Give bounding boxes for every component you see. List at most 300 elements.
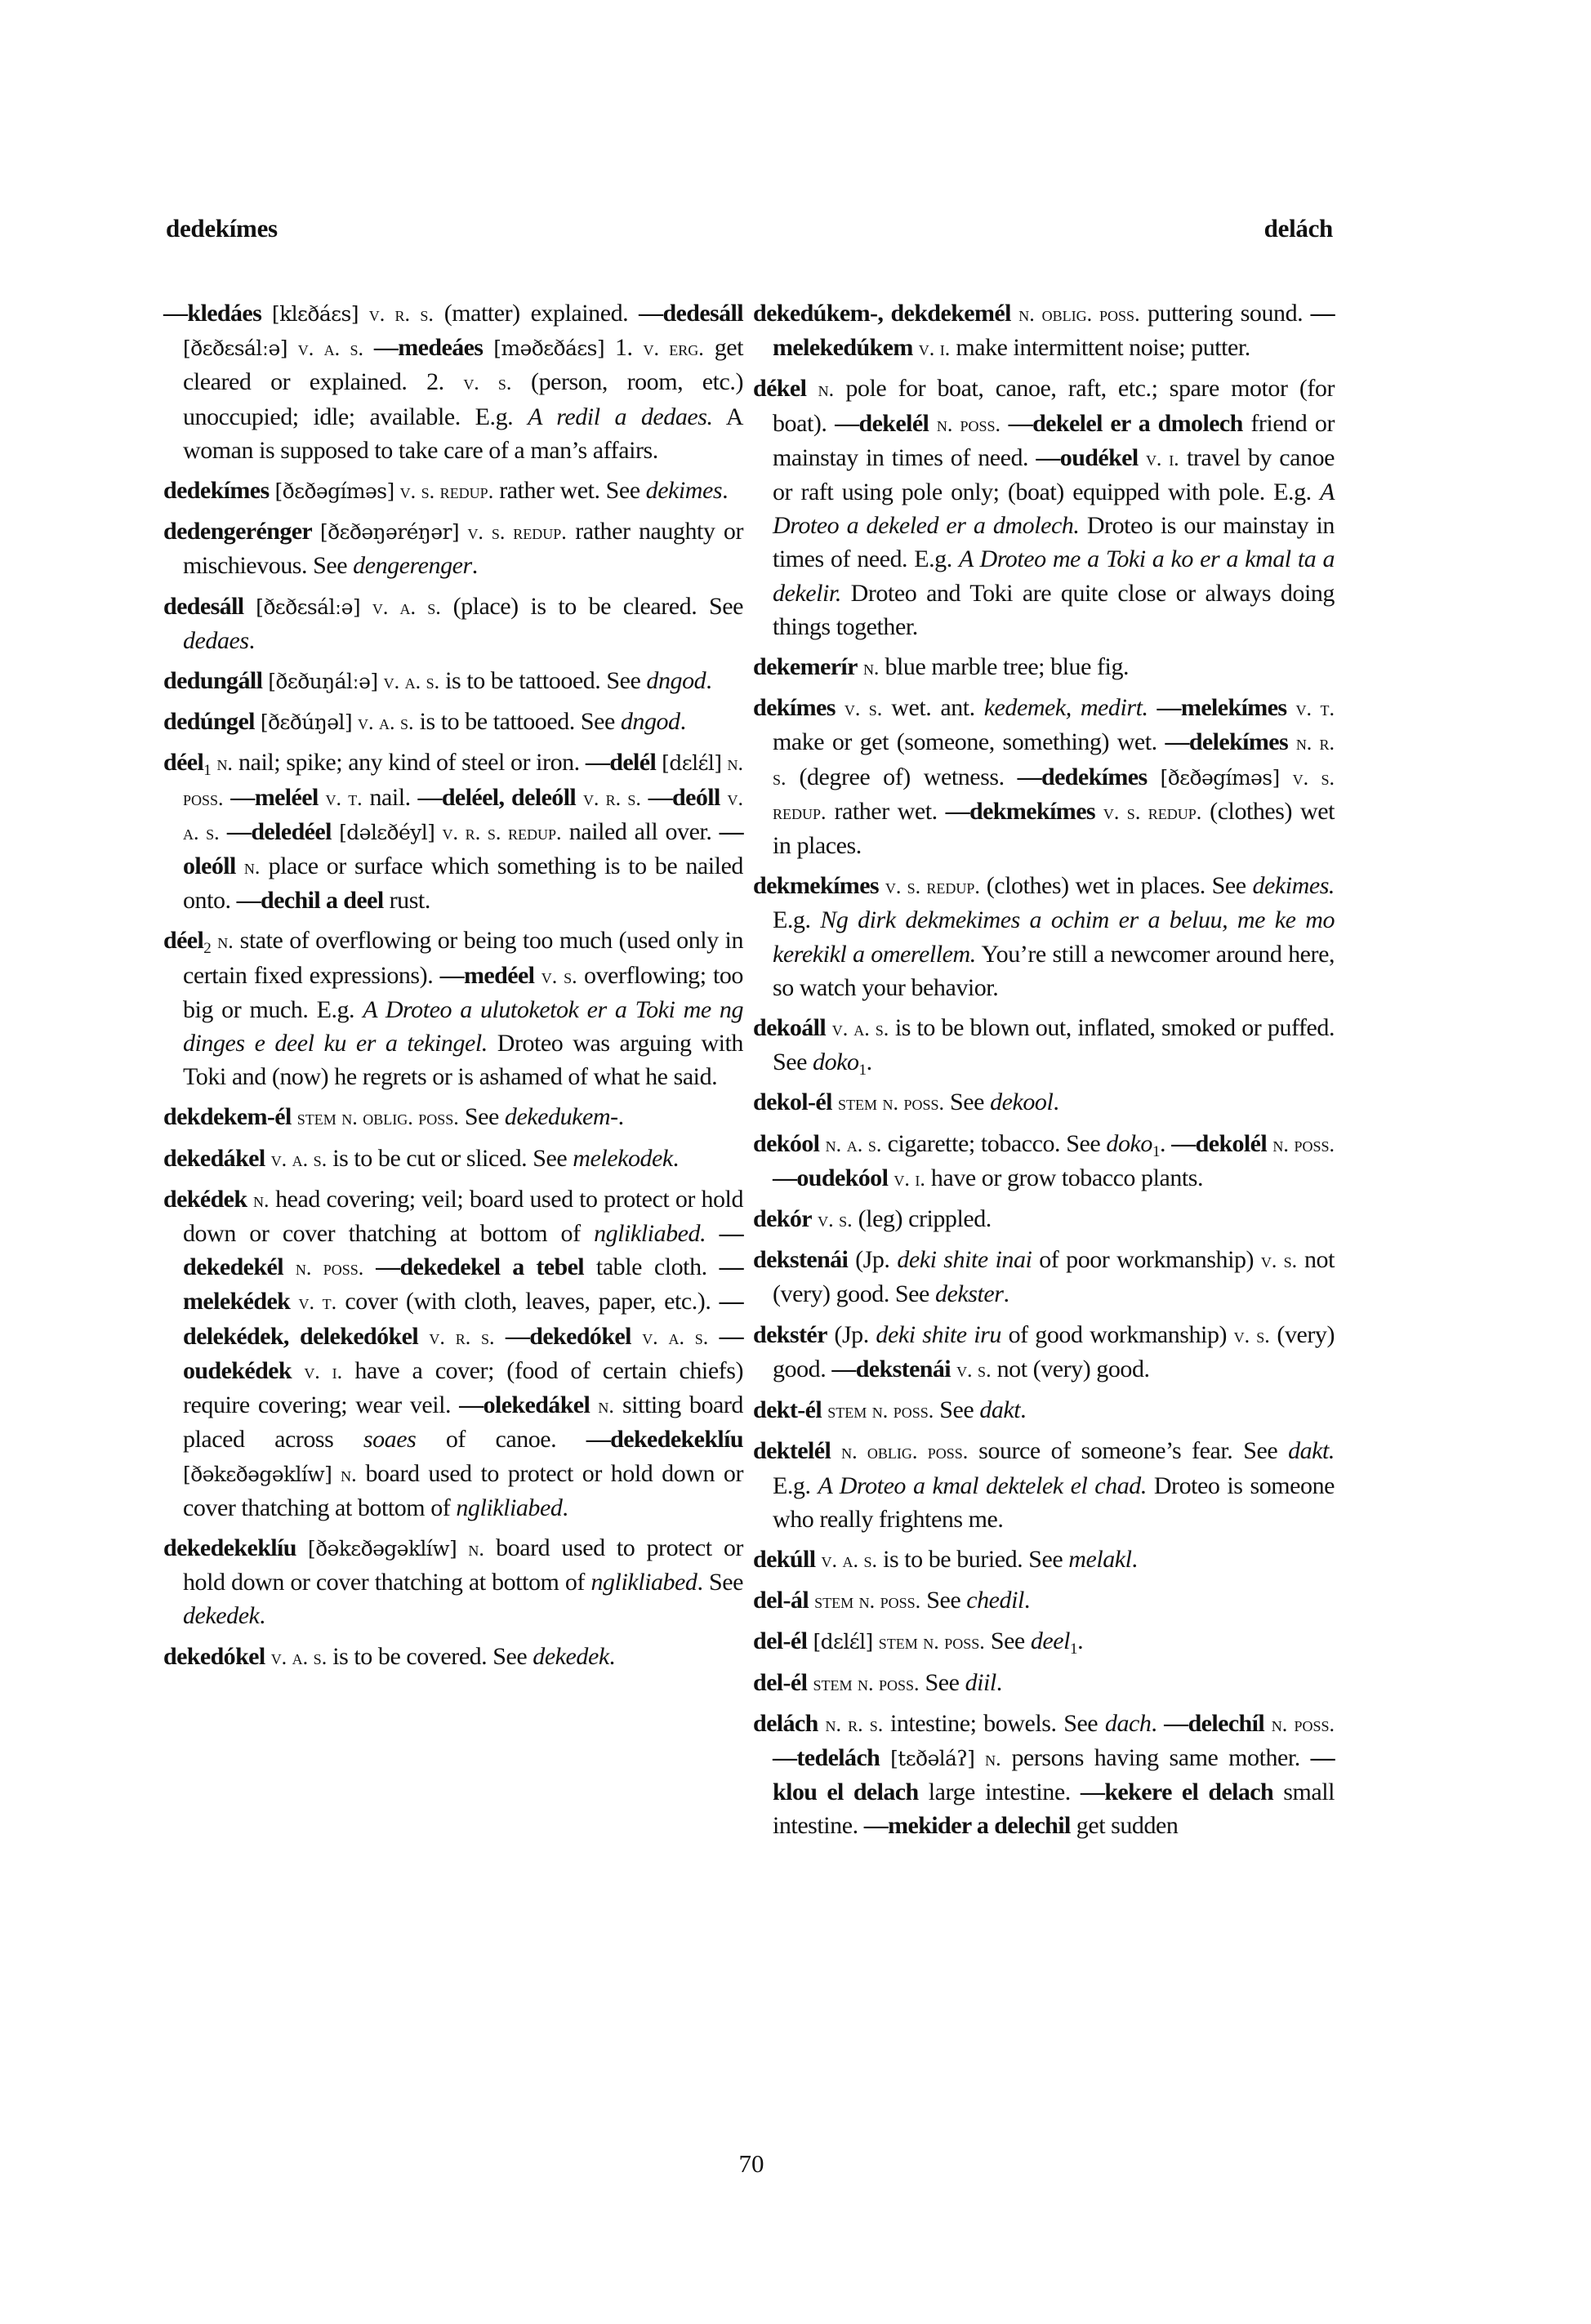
grammar-label: v. t. bbox=[298, 1290, 337, 1315]
dictionary-entry bbox=[753, 1543, 1335, 1577]
definition-text: source of someone’s fear. See bbox=[968, 1437, 1289, 1465]
dictionary-entry bbox=[753, 1434, 1335, 1536]
definition-text: is to be cut or sliced. See bbox=[327, 1144, 573, 1172]
homonym-index: 2 bbox=[203, 940, 212, 958]
italic-text: nglikliabed bbox=[456, 1494, 563, 1521]
definition-text: is to be tattooed. See bbox=[413, 708, 621, 736]
pronunciation: [məðɛðáɛs] bbox=[493, 336, 605, 361]
definition-text: . bbox=[1077, 1627, 1084, 1655]
grammar-label: stem n. oblig. poss. bbox=[296, 1106, 459, 1130]
grammar-label: v. s. redup. bbox=[773, 765, 1335, 824]
dictionary-entry bbox=[163, 474, 743, 508]
headword: delách bbox=[753, 1709, 818, 1737]
italic-text: A redil a dedaes. bbox=[528, 403, 713, 430]
headword: —mekider a delechil bbox=[863, 1812, 1071, 1840]
grammar-label: v. erg. bbox=[643, 336, 704, 361]
definition-text bbox=[826, 1014, 832, 1041]
headword: —dechil a deel bbox=[236, 887, 384, 915]
definition-text: Droteo and Toki are quite close or always doing things together. bbox=[773, 579, 1335, 640]
headword: del-él bbox=[753, 1627, 808, 1655]
headword: dekol-él bbox=[753, 1089, 832, 1116]
definition-text bbox=[951, 1356, 956, 1382]
grammar-label: v. a. s. bbox=[821, 1547, 878, 1572]
grammar-label: n. bbox=[243, 855, 261, 879]
definition-text bbox=[1148, 764, 1161, 790]
definition-text bbox=[1001, 410, 1009, 437]
headword: —dekelel er a dmolech bbox=[1008, 409, 1243, 437]
homonym-index: 1 bbox=[1152, 1142, 1160, 1160]
italic-text: dekedek bbox=[533, 1642, 609, 1670]
italic-text: chedil bbox=[966, 1587, 1024, 1614]
italic-text: dngod bbox=[620, 708, 680, 736]
italic-text: A Droteo a ulutoketok er a Toki me ng dinges e deel ku er a tekingel. bbox=[183, 995, 743, 1057]
headword: —kledáes bbox=[163, 300, 272, 327]
definition-text: travel by canoe or raft using pole only; (boat) equipped with pole. E.g. bbox=[773, 443, 1335, 506]
definition-text: not (very) good. bbox=[991, 1355, 1150, 1382]
headword: déel bbox=[163, 927, 204, 955]
definition-text: (degree of) wetness. bbox=[786, 763, 1018, 790]
grammar-label: v. r. s. bbox=[368, 302, 434, 326]
definition-text: puttering sound. bbox=[1139, 300, 1311, 327]
definition-text: friend or mainstay in times of need. bbox=[773, 409, 1335, 471]
headword: dekedúkem-, dekdekemél bbox=[753, 300, 1011, 327]
grammar-label: n. r. s. bbox=[825, 1712, 884, 1736]
definition-text: E.g. bbox=[773, 1471, 818, 1499]
pronunciation: [ðɛðɛsálːə] bbox=[256, 594, 361, 619]
definition-text bbox=[459, 518, 467, 545]
definition-text bbox=[418, 1323, 429, 1350]
italic-text: A Droteo a kmal dektelek el chad. bbox=[818, 1471, 1147, 1499]
definition-text bbox=[880, 1744, 890, 1771]
grammar-label: v. s. redup. bbox=[885, 875, 980, 899]
headword: —oleóll bbox=[183, 817, 743, 880]
definition-text bbox=[332, 1460, 341, 1487]
definition-text bbox=[576, 784, 583, 811]
definition-text bbox=[359, 300, 369, 327]
italic-text: dengerenger bbox=[353, 552, 472, 580]
pronunciation: [ðəkɛðəgəklíw] bbox=[307, 1536, 457, 1560]
definition-text: . bbox=[471, 552, 478, 580]
grammar-label: stem n. poss. bbox=[813, 1671, 920, 1695]
headword: —dekedókel bbox=[505, 1322, 631, 1350]
definition-text: . bbox=[1053, 1089, 1059, 1116]
definition-text bbox=[929, 410, 937, 437]
definition-text bbox=[457, 1534, 468, 1561]
definition-text: A woman is supposed to take care of a man’s affairs. bbox=[183, 403, 743, 464]
headword: —dedekímes bbox=[1017, 763, 1148, 790]
definition-text: . bbox=[866, 1048, 872, 1076]
grammar-label: v. r. s. redup. bbox=[442, 820, 562, 844]
dictionary-entry bbox=[163, 1182, 743, 1525]
definition-text: . bbox=[248, 626, 255, 654]
definition-text: head covering; veil; board used to protect or hold down or cover thatching at bottom of bbox=[183, 1185, 743, 1248]
grammar-label: v. i. bbox=[1145, 446, 1179, 470]
definition-text: . bbox=[1160, 1129, 1172, 1157]
definition-text: rather wet. See bbox=[493, 477, 646, 505]
definition-text: is to be buried. See bbox=[877, 1545, 1069, 1573]
definition-text bbox=[1139, 444, 1146, 471]
headword: —deóll bbox=[648, 783, 720, 811]
headword: —melekédek bbox=[183, 1253, 743, 1316]
definition-text: See bbox=[919, 1668, 965, 1696]
headword: dekstenái bbox=[753, 1246, 849, 1274]
headword: —delekímes bbox=[1165, 728, 1289, 756]
dictionary-entry bbox=[753, 372, 1335, 643]
grammar-label: v. s. bbox=[541, 964, 577, 988]
headword: dekóol bbox=[753, 1129, 820, 1157]
dictionary-entry bbox=[753, 869, 1335, 1004]
dictionary-entry bbox=[753, 1202, 1335, 1236]
definition-text bbox=[1095, 798, 1103, 825]
definition-text: . bbox=[722, 477, 729, 505]
grammar-label: n. bbox=[818, 377, 835, 402]
definition-text: . bbox=[259, 1602, 265, 1630]
definition-text: (person, room, etc.) unoccupied; idle; available. E.g. bbox=[183, 368, 743, 430]
definition-text: persons having same mother. bbox=[1001, 1743, 1311, 1771]
headword: —dekedekeklíu bbox=[586, 1426, 743, 1454]
definition-text: of canoe. bbox=[416, 1426, 586, 1454]
grammar-label: stem n. poss. bbox=[837, 1091, 944, 1115]
headword: dedekímes bbox=[163, 477, 275, 505]
grammar-label: v. i. bbox=[304, 1359, 343, 1383]
italic-text: nglikliabed. bbox=[594, 1220, 706, 1248]
italic-text: doko bbox=[813, 1048, 859, 1076]
grammar-label: n. poss. bbox=[1271, 1712, 1335, 1736]
grammar-label: n. bbox=[253, 1187, 270, 1212]
homonym-index: 1 bbox=[203, 762, 212, 780]
italic-text: dakt. bbox=[1288, 1437, 1335, 1465]
right-column bbox=[753, 296, 1335, 1850]
dictionary-entry bbox=[163, 1531, 743, 1633]
definition-text bbox=[836, 694, 845, 721]
dictionary-entry bbox=[163, 746, 743, 917]
grammar-label: v. a. s. bbox=[372, 594, 441, 619]
dictionary-entry bbox=[163, 1640, 743, 1674]
definition-text bbox=[974, 1744, 985, 1771]
definition-text bbox=[819, 1130, 825, 1157]
headword: dekúll bbox=[753, 1545, 816, 1573]
grammar-label: v. t. bbox=[1295, 697, 1335, 721]
homonym-index: 1 bbox=[1070, 1641, 1078, 1658]
definition-text: board used to protect or hold down or cover thatching at bottom of bbox=[183, 1459, 743, 1521]
headword: dedengerénger bbox=[163, 518, 320, 545]
dictionary-entry bbox=[753, 1085, 1335, 1120]
grammar-label: n. oblig. poss. bbox=[841, 1440, 969, 1464]
definition-text: table cloth. bbox=[584, 1253, 720, 1281]
definition-text bbox=[352, 708, 358, 735]
headword: —oudékel bbox=[1036, 443, 1139, 471]
definition-text bbox=[706, 1220, 719, 1247]
grammar-label: n. a. s. bbox=[825, 1132, 882, 1156]
italic-text: A Droteo a dekeled er a dmolech. bbox=[773, 479, 1335, 540]
headword: —dekedekel a tebel bbox=[376, 1253, 585, 1281]
dictionary-entry bbox=[753, 1393, 1335, 1427]
left-column bbox=[163, 296, 743, 1681]
grammar-label: stem n. poss. bbox=[827, 1399, 934, 1423]
headword: —melekedúkem bbox=[773, 300, 1335, 362]
grammar-label: v. a. s. bbox=[358, 710, 414, 735]
grammar-label: v. a. s. bbox=[183, 786, 743, 844]
dictionary-entry bbox=[753, 1666, 1335, 1700]
grammar-label: v. s. bbox=[1260, 1249, 1298, 1273]
definition-text: . bbox=[1151, 1709, 1165, 1737]
definition-text bbox=[534, 962, 541, 989]
grammar-label: n. bbox=[341, 1462, 357, 1486]
headword: —deledéel bbox=[226, 817, 332, 845]
headword: —delél bbox=[585, 749, 662, 777]
italic-text: diil bbox=[965, 1668, 996, 1696]
definition-text: sitting board placed across bbox=[183, 1391, 743, 1454]
italic-text: deki shite iru bbox=[876, 1320, 1001, 1348]
grammar-label: v. s. redup. bbox=[1103, 799, 1202, 824]
definition-text: . bbox=[1023, 1587, 1030, 1614]
headword: —meléel bbox=[230, 783, 319, 811]
definition-text: See bbox=[934, 1396, 980, 1424]
italic-text: dekster bbox=[934, 1280, 1004, 1308]
pronunciation: [ðɛðɛsálːə] bbox=[183, 336, 287, 361]
definition-text bbox=[708, 1323, 719, 1350]
definition-text: is to be tattooed. See bbox=[439, 667, 647, 695]
definition-text bbox=[292, 1357, 304, 1384]
definition-text bbox=[283, 1253, 296, 1280]
definition-text: state of overflowing or being too much (used only in certain fixed expressions). bbox=[183, 927, 743, 989]
definition-text bbox=[858, 653, 863, 680]
pronunciation: [tɛðəláʔ] bbox=[890, 1746, 975, 1770]
running-head-right: delách bbox=[1263, 214, 1333, 243]
definition-text bbox=[332, 818, 339, 845]
definition-text: overflowing; too big or much. E.g. bbox=[183, 961, 743, 1023]
headword: dekór bbox=[753, 1205, 813, 1233]
italic-text: nglikliabed bbox=[590, 1569, 697, 1596]
grammar-label: v. s. bbox=[818, 1208, 853, 1232]
headword: del-ál bbox=[753, 1587, 809, 1614]
definition-text: make or get (someone, something) wet. bbox=[773, 728, 1165, 756]
definition-text bbox=[290, 1288, 298, 1315]
definition-text bbox=[1280, 764, 1293, 790]
dictionary-entry bbox=[163, 924, 743, 1093]
definition-text: You’re still a newcomer around here, so watch your behavior. bbox=[773, 940, 1335, 1001]
definition-text: not (very) good. See bbox=[773, 1246, 1335, 1308]
headword: dekedákel bbox=[163, 1144, 265, 1172]
grammar-label: n. poss. bbox=[1272, 1132, 1335, 1156]
definition-text: rather naughty or mischievous. See bbox=[183, 518, 743, 580]
grammar-label: n. bbox=[217, 929, 234, 954]
definition-text bbox=[873, 1627, 879, 1654]
definition-text bbox=[641, 784, 648, 811]
italic-text: soaes bbox=[363, 1426, 417, 1454]
running-head-left: dedekímes bbox=[166, 214, 278, 243]
definition-text: (clothes) wet in places. bbox=[773, 797, 1335, 860]
definition-text bbox=[236, 853, 244, 879]
headword: —olekedákel bbox=[459, 1391, 590, 1419]
headword: —dekolél bbox=[1171, 1129, 1268, 1157]
grammar-label: v. a. s. bbox=[270, 1645, 328, 1669]
dictionary-entry bbox=[753, 1011, 1335, 1079]
headword: —oudekédek bbox=[183, 1322, 743, 1384]
definition-text: (very) good. bbox=[773, 1320, 1335, 1382]
dictionary-entry bbox=[753, 1583, 1335, 1618]
definition-text: is to be covered. See bbox=[327, 1642, 533, 1670]
definition-text: get cleared or explained. 2. bbox=[183, 334, 744, 396]
definition-text: (Jp. bbox=[848, 1246, 898, 1274]
homonym-index: 1 bbox=[858, 1062, 867, 1080]
headword: —klou el delach bbox=[773, 1743, 1335, 1806]
definition-text: (place) is to be cleared. See bbox=[440, 592, 743, 620]
italic-text: melekodek bbox=[573, 1144, 673, 1172]
headword: dektelél bbox=[753, 1437, 831, 1465]
definition-text bbox=[1011, 300, 1018, 327]
grammar-label: v. s. redup. bbox=[399, 479, 494, 504]
dictionary-entry bbox=[163, 1100, 743, 1134]
grammar-label: n. bbox=[598, 1394, 614, 1418]
italic-text: A Droteo me a Toki a ko er a kmal ta a dekelir. bbox=[773, 545, 1335, 607]
dictionary-entry bbox=[753, 1624, 1335, 1658]
dictionary-entry bbox=[753, 691, 1335, 862]
definition-text: of good workmanship) bbox=[1001, 1320, 1234, 1348]
definition-text: pole for boat, canoe, raft, etc.; spare motor (for boat). bbox=[773, 375, 1335, 437]
italic-text: dakt bbox=[979, 1396, 1021, 1424]
headword: del-él bbox=[753, 1668, 808, 1696]
definition-text: Droteo is someone who really frightens me. bbox=[773, 1471, 1335, 1533]
definition-text bbox=[247, 1186, 254, 1213]
pronunciation: [dɛlɛ́l] bbox=[813, 1630, 873, 1654]
definition-text: make intermittent noise; putter. bbox=[950, 334, 1250, 362]
headword: dekedókel bbox=[163, 1642, 265, 1670]
grammar-label: n. poss. bbox=[936, 412, 1001, 436]
definition-text bbox=[287, 334, 298, 361]
headword: dekoáll bbox=[753, 1014, 827, 1042]
grammar-label: v. r. s. bbox=[582, 786, 641, 810]
definition-text bbox=[292, 1103, 297, 1130]
grammar-label: n. r. s. bbox=[773, 731, 1335, 790]
definition-text bbox=[913, 334, 919, 361]
definition-text: . bbox=[1131, 1545, 1138, 1573]
definition-text: small intestine. bbox=[773, 1779, 1335, 1840]
definition-text: have a cover; (food of certain chiefs) require covering; wear veil. bbox=[183, 1356, 743, 1419]
definition-text: (leg) crippled. bbox=[852, 1205, 992, 1233]
pronunciation: [dəlɛðéyl] bbox=[339, 820, 435, 844]
dictionary-entry bbox=[753, 1127, 1335, 1195]
page-number: 70 bbox=[738, 2149, 764, 2178]
italic-text: dngod bbox=[646, 667, 706, 695]
headword: —kekere el delach bbox=[1080, 1779, 1274, 1806]
headword: dékel bbox=[753, 375, 807, 403]
headword: dedúngel bbox=[163, 708, 261, 736]
definition-text: See bbox=[458, 1103, 505, 1131]
definition-text: is to be blown out, inflated, smoked or puffed. See bbox=[773, 1014, 1335, 1076]
definition-text bbox=[220, 818, 227, 845]
definition-text: (clothes) wet in places. See bbox=[979, 872, 1253, 900]
definition-text: large intestine. bbox=[918, 1779, 1081, 1806]
definition-text bbox=[495, 1323, 506, 1350]
grammar-label: n. poss. bbox=[183, 751, 743, 810]
definition-text: . bbox=[996, 1668, 1002, 1696]
dictionary-entry bbox=[753, 296, 1335, 365]
pronunciation: [ðəkɛðəgəklíw] bbox=[183, 1462, 332, 1486]
definition-text: cigarette; tobacco. See bbox=[881, 1129, 1107, 1157]
headword: déel bbox=[163, 749, 204, 777]
grammar-label: v. a. s. bbox=[831, 1017, 889, 1041]
definition-text: . bbox=[617, 1103, 624, 1131]
grammar-label: v. s. bbox=[956, 1357, 992, 1382]
dictionary-entry bbox=[163, 296, 743, 467]
grammar-label: n. bbox=[468, 1536, 484, 1560]
definition-text bbox=[1288, 728, 1296, 755]
definition-text: . bbox=[1020, 1396, 1027, 1424]
grammar-label: stem n. poss. bbox=[878, 1630, 985, 1654]
definition-text bbox=[721, 749, 727, 776]
definition-text: . bbox=[1003, 1280, 1009, 1308]
italic-text: dekimes bbox=[645, 477, 723, 505]
definition-text: (matter) explained. bbox=[433, 300, 640, 327]
definition-text: Droteo is our mainstay in times of need. E.g. bbox=[773, 512, 1335, 573]
definition-text: intestine; bowels. See bbox=[883, 1709, 1105, 1737]
dictionary-entry bbox=[163, 1142, 743, 1176]
definition-text bbox=[815, 1546, 821, 1573]
definition-text: Droteo was arguing with Toki and (now) he regrets or is ashamed of what he said. bbox=[183, 1030, 743, 1091]
pronunciation: [dɛlɛ́l] bbox=[662, 751, 722, 776]
italic-text: dekedukem- bbox=[504, 1103, 618, 1131]
definition-text: . See bbox=[697, 1569, 743, 1596]
headword: —melekímes bbox=[1156, 694, 1287, 722]
definition-text: . bbox=[680, 708, 686, 736]
grammar-label: v. r. s. bbox=[429, 1325, 495, 1349]
definition-text bbox=[1287, 694, 1296, 721]
headword: —dekmekímes bbox=[945, 797, 1095, 825]
italic-text: dekimes. bbox=[1252, 872, 1335, 900]
grammar-label: n. bbox=[216, 751, 233, 776]
headword: dekmekímes bbox=[753, 872, 879, 900]
italic-text: melakl bbox=[1068, 1545, 1132, 1573]
definition-text bbox=[360, 593, 372, 620]
grammar-label: v. t. bbox=[325, 786, 363, 810]
definition-text: wet. ant. bbox=[882, 694, 984, 722]
headword: —medeáes bbox=[373, 334, 484, 362]
headword: —delechíl bbox=[1164, 1709, 1265, 1737]
definition-text bbox=[631, 1323, 642, 1350]
definition-text: of poor workmanship) bbox=[1032, 1246, 1261, 1274]
definition-text: have or grow tobacco plants. bbox=[925, 1164, 1204, 1191]
definition-text: cover (with cloth, leaves, paper, etc.). bbox=[336, 1288, 720, 1316]
headword: —tedelách bbox=[773, 1743, 880, 1771]
headword: —delekédek, delekedókel bbox=[183, 1288, 743, 1350]
pronunciation: [ðɛðəgíməs] bbox=[274, 479, 394, 504]
definition-text bbox=[394, 477, 400, 504]
grammar-label: n. bbox=[862, 656, 880, 680]
pronunciation: [ðɛðəŋəréŋər] bbox=[319, 520, 459, 545]
grammar-label: v. i. bbox=[894, 1166, 925, 1191]
grammar-label: v. a. s. bbox=[383, 670, 440, 694]
definition-text bbox=[1148, 694, 1157, 721]
headword: dekímes bbox=[753, 694, 836, 722]
definition-text bbox=[590, 1391, 598, 1418]
grammar-label: n. oblig. poss. bbox=[1018, 302, 1140, 326]
headword: dedungáll bbox=[163, 667, 269, 695]
grammar-label: v. s. bbox=[1233, 1323, 1270, 1347]
headword: dekdekem-él bbox=[163, 1103, 292, 1131]
definition-text: board used to protect or hold down or cover thatching at bottom of bbox=[183, 1534, 743, 1596]
definition-text bbox=[435, 818, 442, 845]
definition-text: (Jp. bbox=[827, 1320, 876, 1348]
grammar-label: stem n. poss. bbox=[814, 1589, 921, 1614]
dictionary-entry bbox=[753, 650, 1335, 684]
definition-text bbox=[832, 1089, 838, 1115]
definition-text: . bbox=[706, 667, 712, 695]
definition-text bbox=[378, 667, 384, 694]
italic-text: doko bbox=[1106, 1129, 1152, 1157]
headword: —oudekóol bbox=[773, 1164, 889, 1191]
definition-text bbox=[1264, 1710, 1272, 1737]
